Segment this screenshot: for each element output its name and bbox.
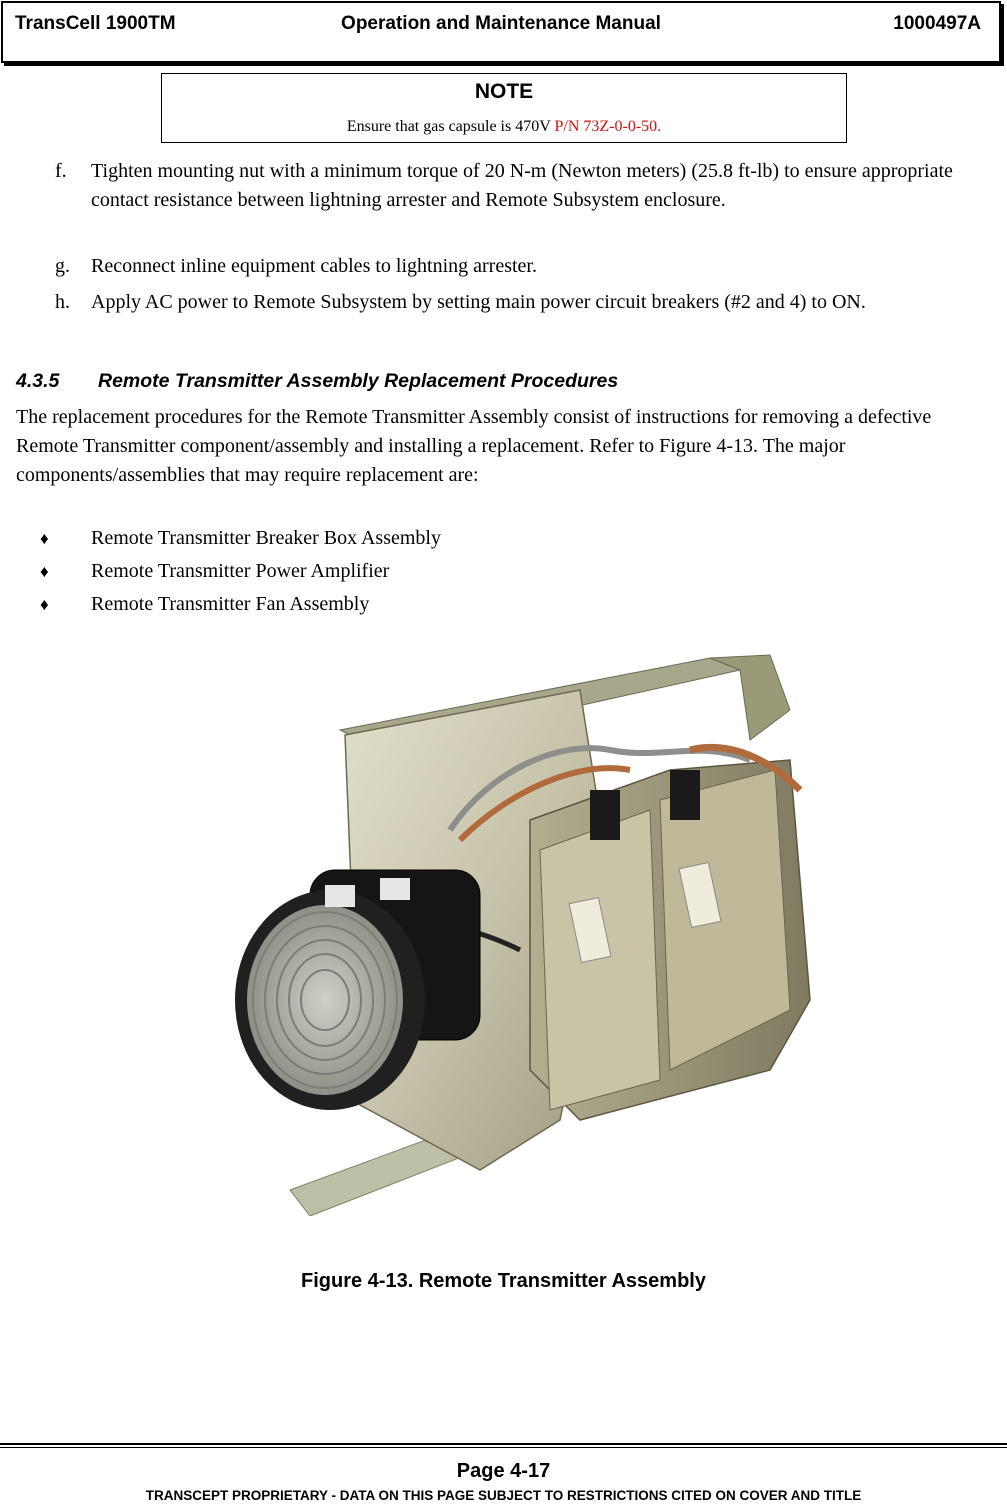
step-letter: h. xyxy=(55,291,70,313)
header-product: TransCell 1900TM xyxy=(15,13,176,34)
figure-caption: Figure 4-13. Remote Transmitter Assembly xyxy=(301,1270,706,1292)
note-box xyxy=(161,73,847,143)
footer-divider-thin xyxy=(0,1447,1007,1448)
step-letter: f. xyxy=(55,160,67,182)
remote-transmitter-photo xyxy=(230,650,830,1216)
bullet-text: Remote Transmitter Power Amplifier xyxy=(91,560,390,582)
note-text-body: Ensure that gas capsule is 470V xyxy=(346,118,551,135)
bullet-text: Remote Transmitter Breaker Box Assembly xyxy=(91,527,441,549)
step-letter: g. xyxy=(55,255,70,277)
header-doc-number: 1000497A xyxy=(893,13,981,34)
footer-divider xyxy=(0,1443,1007,1445)
proprietary-notice: TRANSCEPT PROPRIETARY - DATA ON THIS PAGE SUBJECT TO RESTRICTIONS CITED ON COVER AND TITLE xyxy=(145,1488,862,1503)
step-text: Tighten mounting nut with a minimum torque of 20 N-m (Newton meters) (25.8 ft-lb) to ensure appropriate contact resistance between lightning arrester and Remote Subsystem enclosure. xyxy=(91,160,953,211)
section-number: 4.3.5 xyxy=(16,370,60,392)
section-paragraph: The replacement procedures for the Remote Transmitter Assembly consist of instructions for removing a defective Remote Transmitter component/assembly and installing a replacement. Refer to Figure 4-13. The major components/assemblies that may require replacement are: xyxy=(16,406,932,486)
note-part-number: P/N 73Z-0-0-50. xyxy=(554,118,662,135)
page-number: Page 4-17 xyxy=(456,1460,551,1482)
section-heading xyxy=(16,370,618,393)
diamond-bullet-icon: ♦ xyxy=(40,562,49,581)
bullet-text: Remote Transmitter Fan Assembly xyxy=(91,593,370,615)
page-header xyxy=(1,1,1001,63)
diamond-bullet-icon: ♦ xyxy=(40,595,49,614)
header-manual-title: Operation and Maintenance Manual xyxy=(341,13,661,34)
step-text: Apply AC power to Remote Subsystem by setting main power circuit breakers (#2 and 4) to ON. xyxy=(91,291,866,313)
note-title: NOTE xyxy=(474,80,534,103)
step-text: Reconnect inline equipment cables to lightning arrester. xyxy=(91,255,537,277)
section-title: Remote Transmitter Assembly Replacement Procedures xyxy=(98,370,619,392)
diamond-bullet-icon: ♦ xyxy=(40,529,49,548)
note-text xyxy=(162,118,846,136)
